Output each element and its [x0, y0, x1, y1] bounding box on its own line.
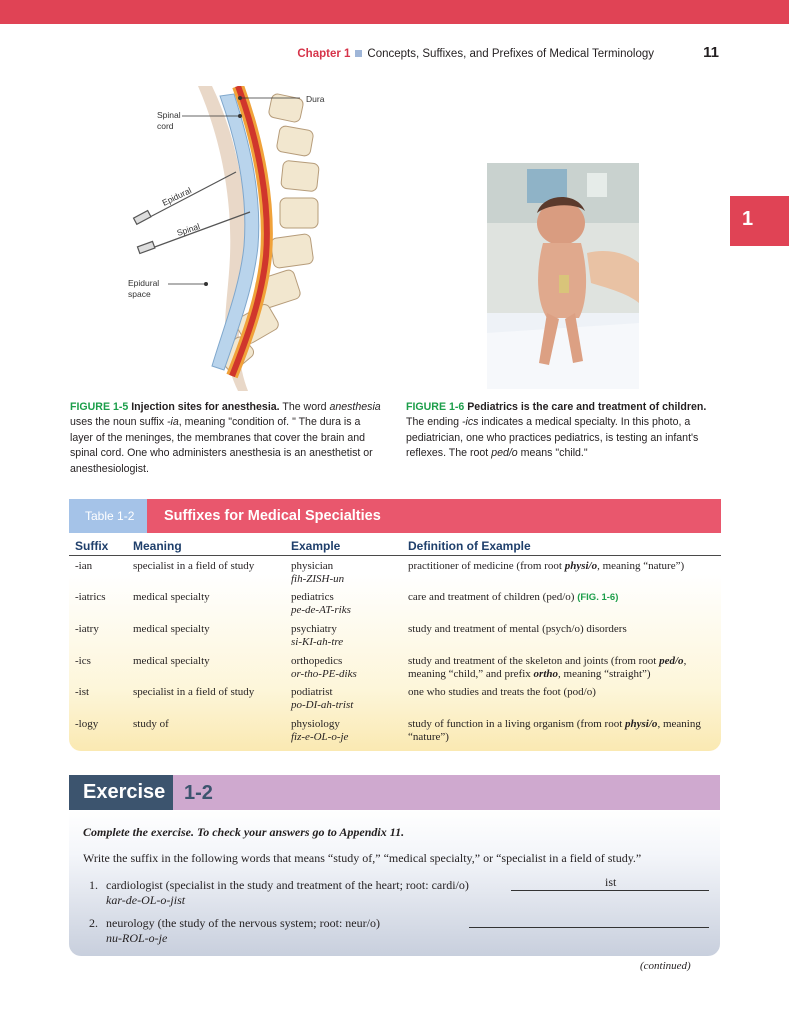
cell-definition — [408, 591, 718, 605]
caption-text: means "child." — [517, 447, 588, 460]
pediatrics-photo — [487, 163, 639, 389]
caption-italic: anesthesia — [329, 401, 381, 413]
table-column-headers — [69, 539, 721, 556]
def-text: one who studies and treats the foot (pod/o) — [408, 686, 596, 698]
item-number: 2. — [89, 916, 98, 930]
cell-meaning: medical specialty — [133, 591, 210, 603]
page-number: 11 — [703, 44, 719, 61]
item-number: 1. — [89, 878, 98, 892]
cell-suffix: -ist — [75, 686, 90, 698]
caption-text: The word — [279, 401, 330, 413]
cell-suffix: -iatry — [75, 623, 99, 635]
chapter-tab: 1 — [730, 196, 789, 246]
item-text: cardiologist (specialist in the study and treatment of the heart; root: cardi/o) — [106, 878, 469, 892]
label-epidural-space-2: space — [128, 289, 151, 299]
caption-italic: ped/o — [491, 447, 518, 460]
top-color-bar — [0, 0, 789, 24]
pronunciation: si-KI-ah-tre — [291, 635, 344, 648]
cell-example — [291, 655, 357, 680]
caption-italic: -ia — [166, 416, 179, 429]
running-head — [297, 48, 654, 60]
exercise-label: Exercise — [69, 775, 173, 810]
example-word: podiatrist — [291, 686, 333, 698]
exercise-instruction: Complete the exercise. To check your answers go to Appendix 11. — [83, 825, 405, 839]
pronunciation: fih-ZISH-un — [291, 572, 345, 585]
column-header-example: Example — [291, 539, 341, 553]
exercise-header — [69, 775, 720, 810]
exercise-question: Write the suffix in the following words that means “study of,” “medical specialty,” or “specialist in a field of study.” — [83, 851, 642, 865]
def-text: study and treatment of mental (psych/o) disorders — [408, 623, 627, 635]
answer-field[interactable] — [469, 927, 709, 928]
pronunciation: po-DI-ah-trist — [291, 698, 354, 711]
def-text: care and treatment of children (ped/o) — [408, 591, 578, 603]
pronunciation: pe-de-AT-riks — [291, 603, 351, 616]
example-word: physiology — [291, 718, 340, 730]
figure-1-5-caption — [70, 400, 385, 477]
answer-text: ist — [605, 875, 617, 889]
cell-meaning: specialist in a field of study — [133, 686, 255, 698]
caption-text: , meaning "condition of. " The dura is a layer of the meninges, the membranes that cover the brain and spinal cord. One who administers anesthesia is an anesthetist or anesthesiologist. — [70, 416, 373, 475]
example-word: psychiatry — [291, 623, 337, 635]
cell-definition — [408, 560, 718, 573]
figure-1-6-caption — [406, 400, 722, 462]
cell-suffix: -ian — [75, 560, 93, 572]
table-header-bar — [69, 499, 721, 533]
item-text: neurology (the study of the nervous system; root: neur/o) — [106, 916, 380, 930]
figure-title: Pediatrics is the care and treatment of children. — [467, 401, 707, 413]
cell-example — [291, 718, 348, 743]
example-word: physician — [291, 560, 334, 572]
cell-suffix: -logy — [75, 718, 99, 730]
cell-meaning: study of — [133, 718, 169, 730]
cell-example — [291, 686, 353, 711]
def-root: physi/o — [625, 718, 658, 730]
cell-definition — [408, 623, 718, 636]
label-spinal-cord-2: cord — [157, 121, 174, 131]
pronunciation: fiz-e-OL-o-je — [291, 730, 349, 743]
cell-definition — [408, 686, 718, 699]
exercise-body — [69, 810, 720, 956]
caption-italic: -ics — [461, 416, 479, 429]
square-bullet-icon — [355, 50, 362, 57]
pronunciation: or-tho-PE-diks — [291, 667, 357, 680]
def-text: , meaning “nature”) — [408, 718, 701, 743]
def-text: , meaning “straight”) — [558, 667, 651, 680]
spine-illustration — [120, 86, 360, 396]
figure-reference-link[interactable]: (FIG. 1-6) — [577, 592, 619, 603]
exercise-number: 1-2 — [184, 782, 213, 804]
example-word: pediatrics — [291, 591, 334, 603]
cell-example — [291, 591, 351, 616]
cell-example — [291, 623, 343, 648]
cell-meaning: medical specialty — [133, 655, 210, 667]
cell-meaning: specialist in a field of study — [133, 560, 255, 572]
cell-suffix: -iatrics — [75, 591, 106, 603]
cell-meaning: medical specialty — [133, 623, 210, 635]
item-pronunciation: nu-ROL-o-je — [106, 931, 168, 945]
figure-label: FIGURE 1-6 — [406, 401, 465, 413]
def-root: ped/o — [659, 655, 684, 667]
label-epidural-space-1: Epidural — [128, 278, 160, 288]
column-header-meaning: Meaning — [133, 539, 182, 553]
cell-example — [291, 560, 344, 585]
def-text: study of function in a living organism (from root — [408, 718, 626, 730]
figure-title: Injection sites for anesthesia. — [131, 401, 280, 413]
figure-label: FIGURE 1-5 — [70, 401, 129, 413]
caption-text: uses the noun suffix — [70, 416, 167, 429]
chapter-title: Concepts, Suffixes, and Prefixes of Medical Terminology — [367, 48, 654, 60]
label-spinal-needle: Spinal — [175, 221, 202, 238]
table-number: Table 1-2 — [69, 499, 147, 533]
chapter-label: Chapter 1 — [297, 48, 351, 60]
def-text: practitioner of medicine (from root — [408, 560, 565, 572]
label-spinal-cord-1: Spinal — [157, 110, 181, 120]
def-root: physi/o — [564, 560, 598, 572]
cell-suffix: -ics — [75, 655, 91, 667]
suffix-table — [69, 499, 721, 751]
label-dura: Dura — [306, 94, 325, 104]
continued-note: (continued) — [640, 960, 691, 972]
def-text: study and treatment of the skeleton and joints (from root — [408, 655, 660, 667]
caption-text: indicates a medical specialty. In this photo, a pediatrician, one who practices pediatrics, is testing an infant's reflexes. The root — [406, 416, 699, 460]
table-title: Suffixes for Medical Specialties — [164, 508, 381, 524]
column-header-suffix: Suffix — [75, 539, 109, 553]
example-word: orthopedics — [291, 655, 343, 667]
def-text: , meaning “nature”) — [597, 560, 685, 572]
caption-text: The ending — [406, 416, 462, 429]
answer-field[interactable] — [511, 890, 709, 891]
cell-definition — [408, 655, 718, 680]
label-epidural-needle: Epidural — [160, 185, 193, 208]
item-pronunciation: kar-de-OL-o-jist — [106, 893, 186, 907]
def-text: , meaning “child,” and prefix — [408, 655, 687, 680]
def-prefix: ortho — [533, 667, 559, 680]
cell-definition — [408, 718, 718, 743]
column-header-definition: Definition of Example — [408, 539, 531, 553]
